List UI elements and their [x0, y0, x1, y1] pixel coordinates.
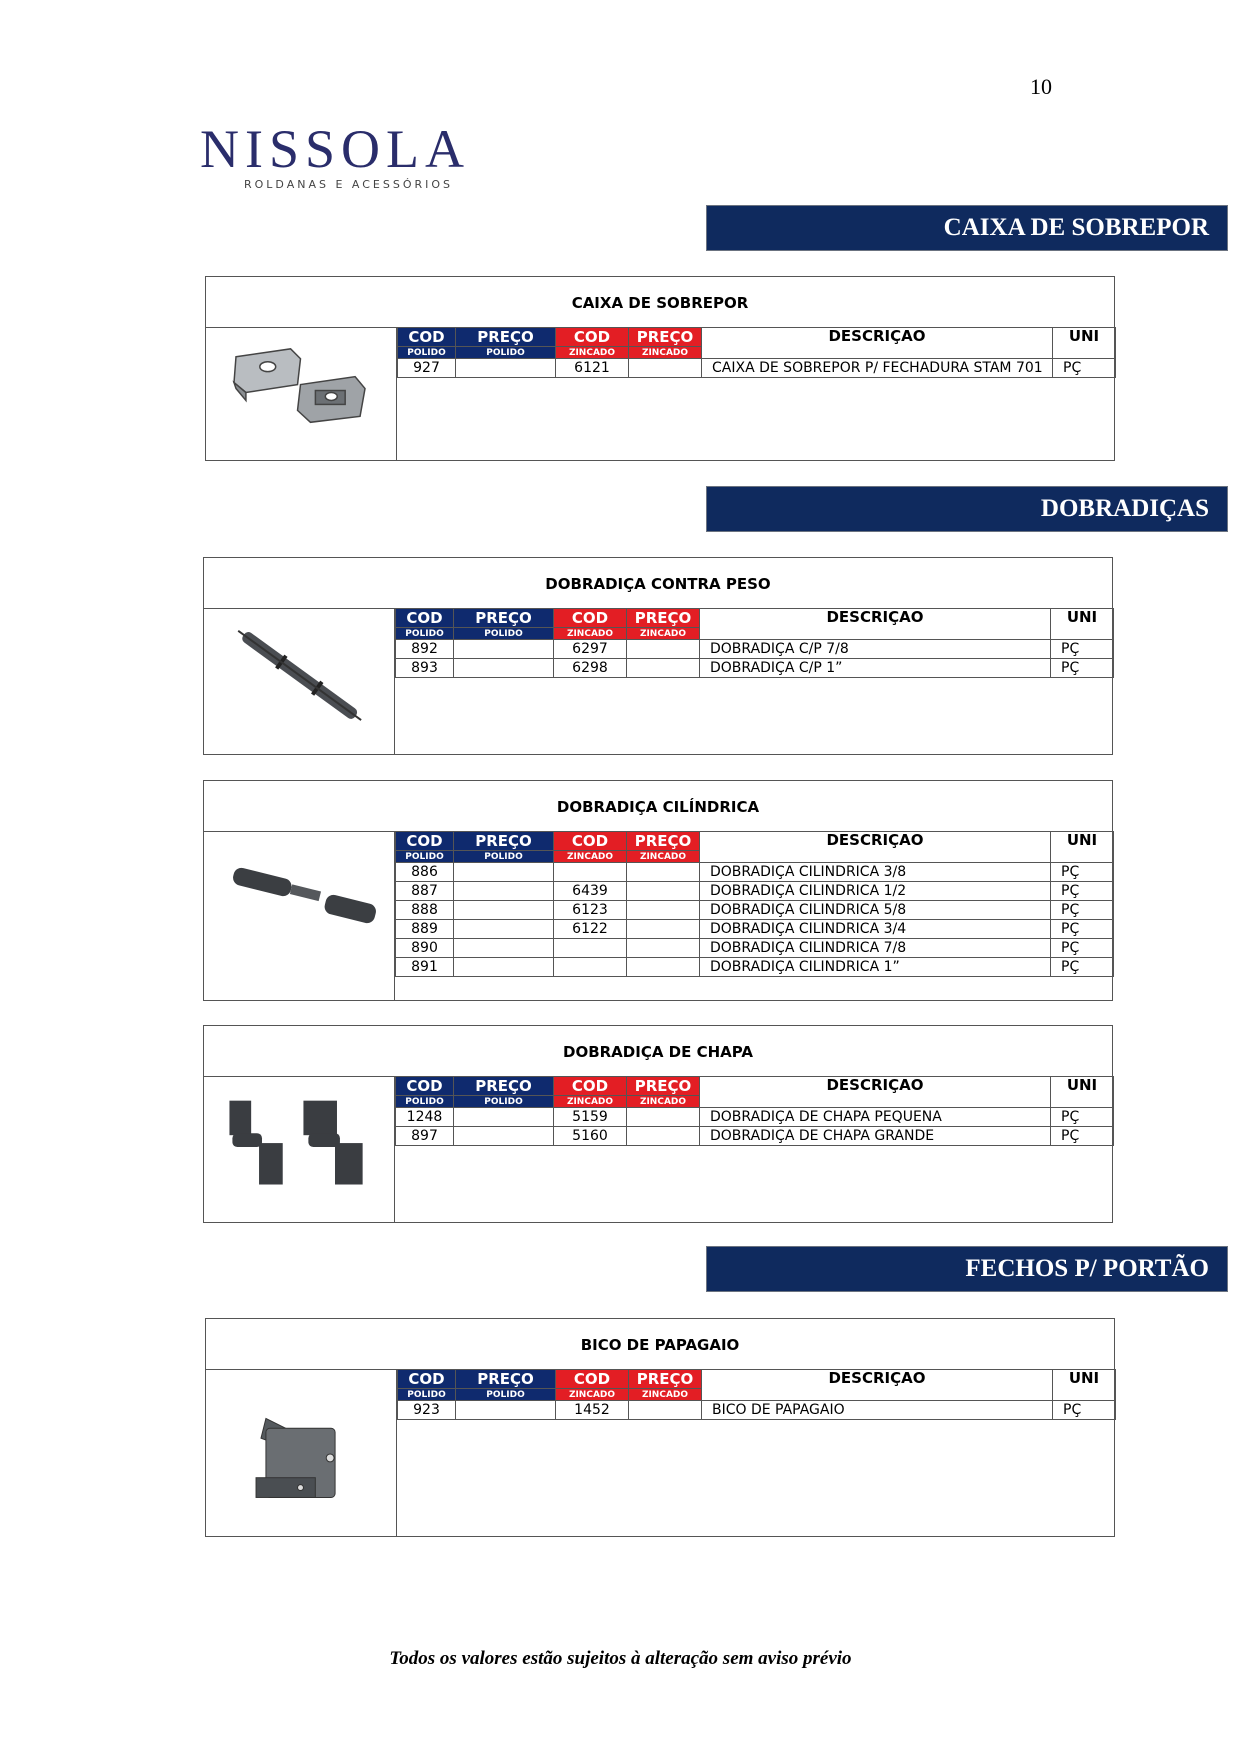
subheader-zincado: ZINCADO	[627, 851, 700, 863]
product-title: DOBRADIÇA CILÍNDRICA	[556, 798, 760, 816]
section-header-caixa-de-sobrepor	[706, 205, 1228, 251]
header-cod-polido: COD	[396, 832, 454, 851]
descricao-cell: DOBRADIÇA C/P 1”	[700, 659, 1051, 678]
descricao-cell: DOBRADIÇA CILINDRICA 1/2	[700, 882, 1051, 901]
header-preco-polido: PREÇO	[456, 1370, 556, 1389]
cod-polido-cell: 890	[396, 939, 454, 958]
header-uni: UNI	[1053, 328, 1116, 359]
descricao-cell: CAIXA DE SOBREPOR P/ FECHADURA STAM 701	[702, 359, 1053, 378]
header-uni: UNI	[1051, 1077, 1114, 1108]
preco-zincado-cell	[627, 958, 700, 977]
cod-zincado-cell: 6439	[554, 882, 627, 901]
price-table	[397, 1369, 1116, 1420]
subheader-zincado: ZINCADO	[554, 851, 627, 863]
product-image	[206, 1369, 397, 1536]
preco-polido-cell	[454, 659, 554, 678]
table-row	[396, 958, 1114, 977]
table-row	[396, 1127, 1114, 1146]
table-row	[398, 359, 1116, 378]
product-image	[206, 327, 397, 460]
cod-polido-cell: 892	[396, 640, 454, 659]
product-dobradica-de-chapa	[203, 1025, 1113, 1223]
cod-zincado-cell: 6297	[554, 640, 627, 659]
header-preco-zincado: PREÇO	[627, 609, 700, 628]
subheader-polido: POLIDO	[398, 347, 456, 359]
table-row	[396, 640, 1114, 659]
table-row	[396, 939, 1114, 958]
table-row	[396, 882, 1114, 901]
preco-polido-cell	[456, 1401, 556, 1420]
preco-zincado-cell	[627, 901, 700, 920]
section-header-dobradicas	[706, 486, 1228, 532]
cod-polido-cell: 923	[398, 1401, 456, 1420]
logo-brand: NISSOLA	[200, 119, 471, 179]
header-cod-zincado: COD	[554, 1077, 627, 1096]
product-caixa-de-sobrepor	[205, 276, 1115, 461]
header-cod-polido: COD	[398, 1370, 456, 1389]
table-row	[396, 920, 1114, 939]
uni-cell: PÇ	[1053, 1401, 1116, 1420]
dobradica-de-chapa-image	[204, 1076, 394, 1222]
header-descricao: DESCRIÇAO	[700, 832, 1051, 863]
footer-disclaimer: Todos os valores estão sujeitos à alteração sem aviso prévio	[389, 1648, 852, 1669]
section-header-fechos-p-portao	[706, 1246, 1228, 1292]
preco-zincado-cell	[627, 640, 700, 659]
preco-zincado-cell	[627, 1108, 700, 1127]
cod-polido-cell: 886	[396, 863, 454, 882]
cod-polido-cell: 897	[396, 1127, 454, 1146]
subheader-polido: POLIDO	[454, 628, 554, 640]
header-preco-polido: PREÇO	[454, 832, 554, 851]
price-table	[395, 1076, 1114, 1146]
subheader-zincado: ZINCADO	[627, 628, 700, 640]
cod-zincado-cell: 6122	[554, 920, 627, 939]
header-preco-zincado: PREÇO	[629, 1370, 702, 1389]
subheader-polido: POLIDO	[456, 347, 556, 359]
cod-zincado-cell: 5159	[554, 1108, 627, 1127]
preco-polido-cell	[454, 1127, 554, 1146]
subheader-polido: POLIDO	[396, 628, 454, 640]
cod-zincado-cell	[554, 863, 627, 882]
uni-cell: PÇ	[1053, 359, 1116, 378]
logo-tagline: ROLDANAS E ACESSÓRIOS	[244, 178, 454, 191]
header-cod-polido: COD	[396, 609, 454, 628]
preco-polido-cell	[456, 359, 556, 378]
preco-polido-cell	[454, 901, 554, 920]
cod-zincado-cell: 1452	[556, 1401, 629, 1420]
header-cod-zincado: COD	[554, 609, 627, 628]
header-cod-zincado: COD	[554, 832, 627, 851]
uni-cell: PÇ	[1051, 640, 1114, 659]
descricao-cell: DOBRADIÇA CILINDRICA 5/8	[700, 901, 1051, 920]
cod-polido-cell: 888	[396, 901, 454, 920]
cod-zincado-cell: 6298	[554, 659, 627, 678]
subheader-zincado: ZINCADO	[554, 1096, 627, 1108]
cod-zincado-cell: 6121	[556, 359, 629, 378]
preco-polido-cell	[454, 882, 554, 901]
product-image	[204, 608, 395, 754]
preco-polido-cell	[454, 863, 554, 882]
subheader-polido: POLIDO	[396, 1096, 454, 1108]
page-number: 10	[1030, 74, 1052, 99]
uni-cell: PÇ	[1051, 920, 1114, 939]
subheader-zincado: ZINCADO	[629, 347, 702, 359]
price-table	[395, 608, 1114, 678]
cod-polido-cell: 1248	[396, 1108, 454, 1127]
product-title: DOBRADIÇA CONTRA PESO	[545, 575, 771, 593]
preco-zincado-cell	[627, 863, 700, 882]
preco-zincado-cell	[629, 1401, 702, 1420]
cod-zincado-cell	[554, 958, 627, 977]
table-row	[396, 659, 1114, 678]
descricao-cell: DOBRADIÇA CILINDRICA 1”	[700, 958, 1051, 977]
header-preco-polido: PREÇO	[456, 328, 556, 347]
header-uni: UNI	[1051, 609, 1114, 640]
header-preco-polido: PREÇO	[454, 609, 554, 628]
cod-polido-cell: 893	[396, 659, 454, 678]
header-preco-zincado: PREÇO	[629, 328, 702, 347]
subheader-zincado: ZINCADO	[556, 1389, 629, 1401]
preco-zincado-cell	[627, 920, 700, 939]
subheader-polido: POLIDO	[454, 851, 554, 863]
subheader-zincado: ZINCADO	[629, 1389, 702, 1401]
preco-polido-cell	[454, 1108, 554, 1127]
product-image	[204, 831, 395, 1000]
product-title: DOBRADIÇA DE CHAPA	[563, 1043, 753, 1061]
header-descricao: DESCRIÇAO	[702, 328, 1053, 359]
uni-cell: PÇ	[1051, 939, 1114, 958]
descricao-cell: DOBRADIÇA CILINDRICA 3/4	[700, 920, 1051, 939]
header-descricao: DESCRIÇAO	[700, 1077, 1051, 1108]
descricao-cell: BICO DE PAPAGAIO	[702, 1401, 1053, 1420]
product-dobradica-contra-peso	[203, 557, 1113, 755]
cod-polido-cell: 887	[396, 882, 454, 901]
header-descricao: DESCRIÇAO	[700, 609, 1051, 640]
product-dobradica-cilindrica	[203, 780, 1113, 1001]
subheader-polido: POLIDO	[456, 1389, 556, 1401]
preco-polido-cell	[454, 958, 554, 977]
cod-zincado-cell	[554, 939, 627, 958]
header-cod-polido: COD	[398, 328, 456, 347]
header-preco-polido: PREÇO	[454, 1077, 554, 1096]
dobradica-contra-peso-image	[204, 608, 394, 754]
cod-zincado-cell: 6123	[554, 901, 627, 920]
uni-cell: PÇ	[1051, 901, 1114, 920]
price-table	[395, 831, 1114, 977]
cod-zincado-cell: 5160	[554, 1127, 627, 1146]
dobradica-cilindrica-image	[204, 831, 394, 1000]
subheader-polido: POLIDO	[454, 1096, 554, 1108]
descricao-cell: DOBRADIÇA CILINDRICA 3/8	[700, 863, 1051, 882]
section-title: CAIXA DE SOBREPOR	[943, 214, 1209, 241]
table-row	[398, 1401, 1116, 1420]
table-row	[396, 863, 1114, 882]
descricao-cell: DOBRADIÇA DE CHAPA GRANDE	[700, 1127, 1051, 1146]
header-descricao: DESCRIÇAO	[702, 1370, 1053, 1401]
uni-cell: PÇ	[1051, 1108, 1114, 1127]
preco-polido-cell	[454, 920, 554, 939]
table-row	[396, 1108, 1114, 1127]
header-preco-zincado: PREÇO	[627, 1077, 700, 1096]
header-uni: UNI	[1053, 1370, 1116, 1401]
cod-polido-cell: 927	[398, 359, 456, 378]
product-image	[204, 1076, 395, 1222]
preco-zincado-cell	[627, 1127, 700, 1146]
product-bico-de-papagaio	[205, 1318, 1115, 1537]
header-cod-polido: COD	[396, 1077, 454, 1096]
preco-polido-cell	[454, 939, 554, 958]
uni-cell: PÇ	[1051, 863, 1114, 882]
cod-polido-cell: 889	[396, 920, 454, 939]
header-preco-zincado: PREÇO	[627, 832, 700, 851]
subheader-polido: POLIDO	[396, 851, 454, 863]
preco-zincado-cell	[627, 882, 700, 901]
subheader-zincado: ZINCADO	[627, 1096, 700, 1108]
uni-cell: PÇ	[1051, 659, 1114, 678]
cod-polido-cell: 891	[396, 958, 454, 977]
section-title: FECHOS P/ PORTÃO	[965, 1255, 1209, 1282]
preco-zincado-cell	[629, 359, 702, 378]
product-title: BICO DE PAPAGAIO	[580, 1336, 740, 1354]
bico-de-papagaio-image	[206, 1369, 396, 1536]
preco-zincado-cell	[627, 939, 700, 958]
nissola-logo	[200, 118, 500, 198]
uni-cell: PÇ	[1051, 1127, 1114, 1146]
descricao-cell: DOBRADIÇA CILINDRICA 7/8	[700, 939, 1051, 958]
section-title: DOBRADIÇAS	[1040, 495, 1209, 522]
header-cod-zincado: COD	[556, 328, 629, 347]
subheader-zincado: ZINCADO	[556, 347, 629, 359]
table-row	[396, 901, 1114, 920]
descricao-cell: DOBRADIÇA C/P 7/8	[700, 640, 1051, 659]
uni-cell: PÇ	[1051, 958, 1114, 977]
header-uni: UNI	[1051, 832, 1114, 863]
product-title: CAIXA DE SOBREPOR	[571, 294, 749, 312]
uni-cell: PÇ	[1051, 882, 1114, 901]
preco-zincado-cell	[627, 659, 700, 678]
subheader-polido: POLIDO	[398, 1389, 456, 1401]
caixa-de-sobrepor-image	[206, 327, 396, 460]
header-cod-zincado: COD	[556, 1370, 629, 1389]
preco-polido-cell	[454, 640, 554, 659]
subheader-zincado: ZINCADO	[554, 628, 627, 640]
price-table	[397, 327, 1116, 378]
descricao-cell: DOBRADIÇA DE CHAPA PEQUENA	[700, 1108, 1051, 1127]
